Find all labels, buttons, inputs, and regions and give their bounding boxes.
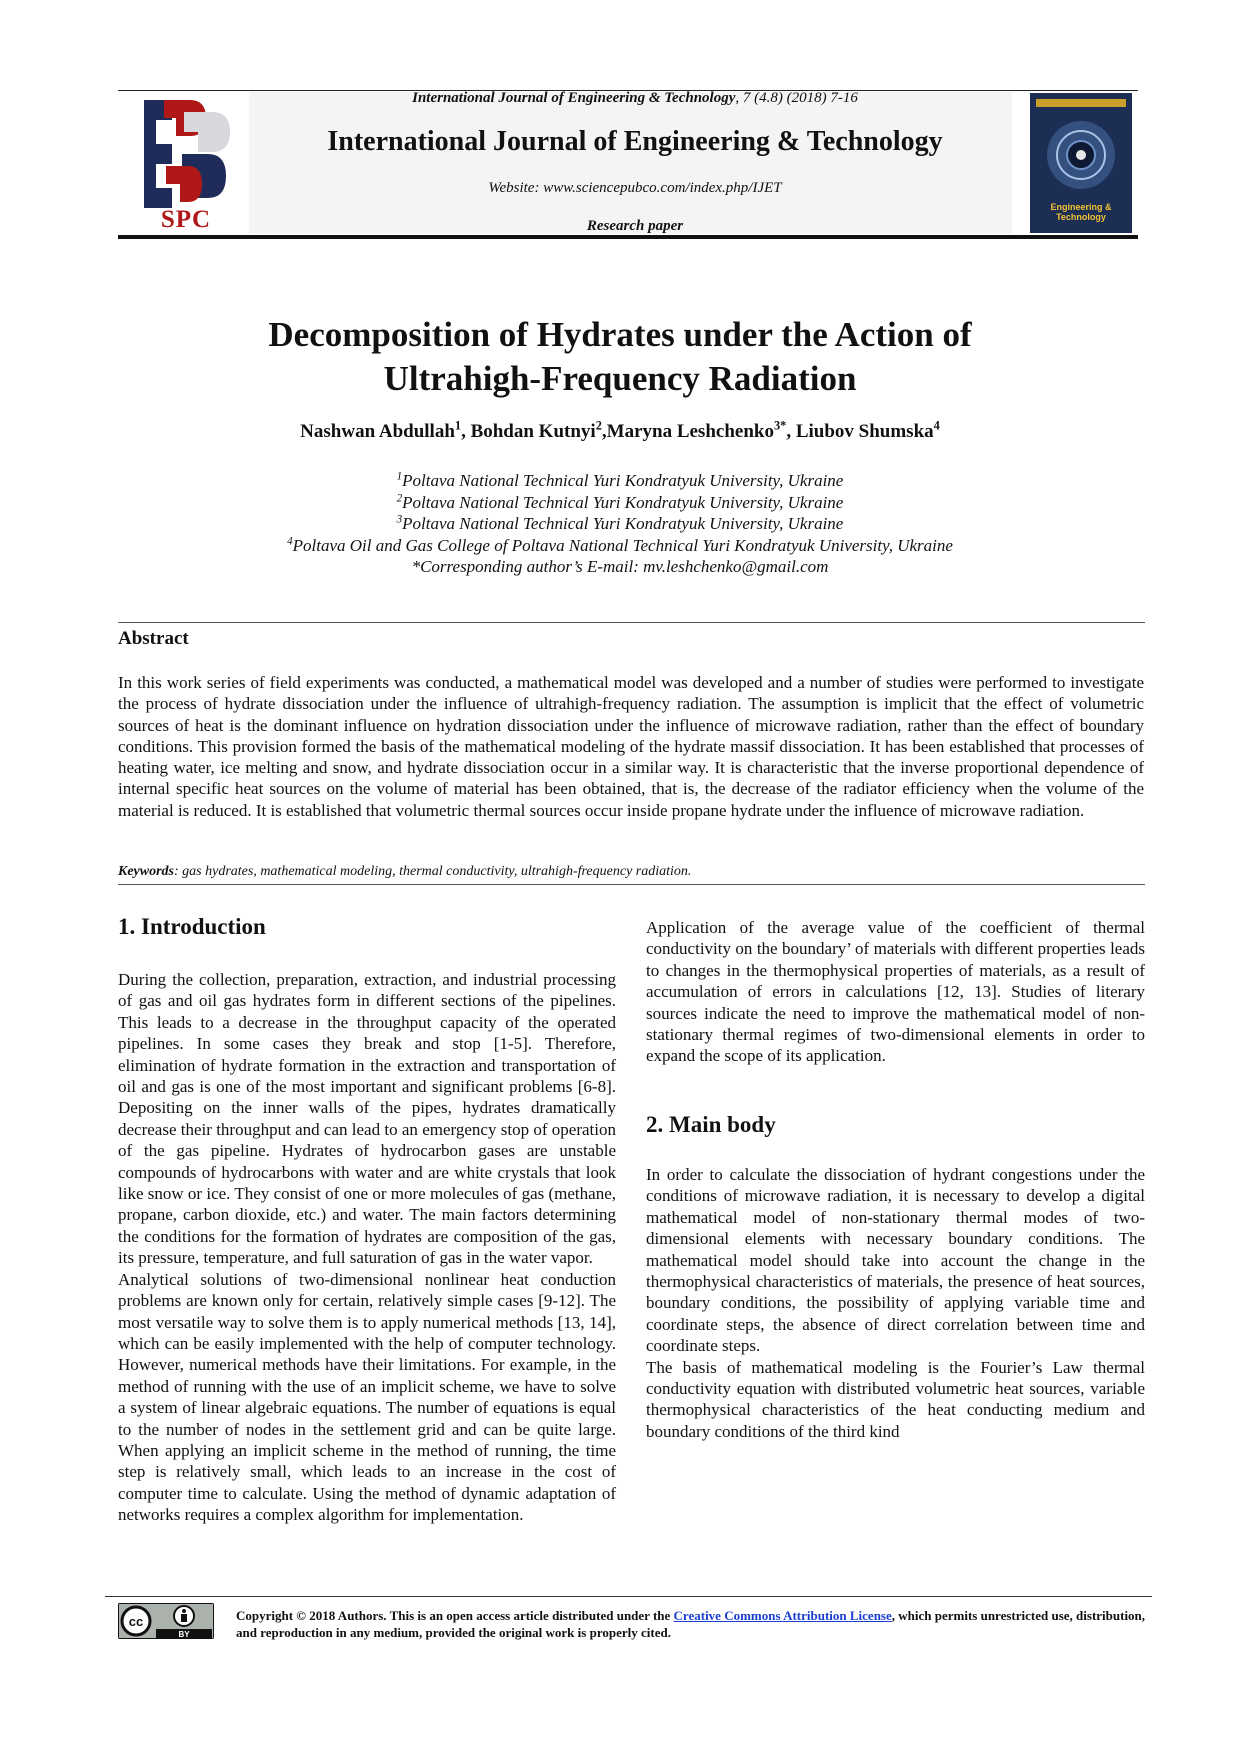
section-heading-introduction: 1. Introduction <box>118 914 266 939</box>
logo-right-lobe <box>184 112 230 152</box>
abstract-text: In this work series of field experiments was conducted, a mathematical model was developed and a number of studies were performed to investigate the process of hydrate dissociation under the influence of ultrahigh-frequency radiation. The assumption is implicit that the effect of volumetric sources of heat is the dominant influence on hydration dissociation under the influence of microwave radiation, rather than the effect of boundary conditions. This provision formed the basis of the mathematical modeling of the hydrate massif dissociation. It has been established that processes of heating water, ice melting and snow, and hydrate dissociation occur in a similar way. It is characteristic that the inverse proportional dependence of internal specific heat sources on the volume of material has been obtained, that is, the decrease of the radiator efficiency when the volume of the material is reduced. It is established that volumetric thermal sources occur inside propane hydrate under the influence of microwave radiation. <box>118 673 1144 820</box>
title-line-2: Ultrahigh-Frequency Radiation <box>383 359 857 398</box>
corresponding-author[interactable]: *Corresponding author’s E-mail: mv.leshchenko@gmail.com <box>411 557 829 576</box>
keywords-list: : gas hydrates, mathematical modeling, thermal conductivity, ultrahigh-frequency radiation. <box>174 864 692 879</box>
license-link[interactable]: Creative Commons Attribution License <box>673 1608 892 1623</box>
footer-rule <box>105 1596 1152 1597</box>
author-name: Liubov Shumska <box>795 421 934 442</box>
affiliation-item: $^4$Poltava Oil and Gas College of Poltava National Technical Yuri Kondratyuk University, Ukraine <box>287 534 953 555</box>
paragraph: Application of the average value of the coefficient of thermal conductivity on the boundary’ of materials with different properties leads to changes in the thermophysical properties of materials, as a result of accumulation of errors in calculations [12, 13]. Studies of literary sources indicate the need to improve the mathematical model of non-stationary thermal regimes of two-dimensional elements in order to expand the scope of its application. <box>646 918 1145 1066</box>
svg-text:cc: cc <box>128 1614 144 1629</box>
paper-type: Research paper <box>586 218 684 234</box>
affiliation-item: $^3$Poltava National Technical Yuri Kondratyuk University, Ukraine <box>396 513 844 533</box>
section-heading-main-body: 2. Main body <box>646 1112 776 1137</box>
author-name: Maryna Leshchenko <box>606 421 774 442</box>
journal-header-panel <box>249 92 1012 234</box>
affiliation-item: $^1$Poltava National Technical Yuri Kondratyuk University, Ukraine <box>396 470 844 490</box>
paragraph: Analytical solutions of two-dimensional nonlinear heat conduction problems are known only for certain, relatively simple cases [9-12]. The most versatile way to solve them is to apply numerical methods [13, 14], which can be easily implemented with the help of computer technology. However, numerical methods have their limitations. For example, in the method of running with the use of an implicit scheme, we have to solve a system of linear algebraic equations. The number of equations is equal to the number of nodes in the settlement grid and can be quite large. When applying an implicit scheme in the method of running, the time step is relatively small, which leads to an increase in the cost of computer time to calculate. Using the method of dynamic adaptation of networks requires a complex algorithm for implementation. <box>118 1269 616 1525</box>
journal-title: International Journal of Engineering & Technology <box>327 126 943 157</box>
journal-citation: International Journal of Engineering & Technology, 7 (4.8) (2018) 7-16 <box>412 90 858 106</box>
svg-text:BY: BY <box>178 1630 190 1639</box>
keywords <box>118 864 1144 880</box>
right-column-intro-text <box>646 917 1145 1067</box>
author-name: Bohdan Kutnyi <box>470 421 596 442</box>
journal-website[interactable]: Website: www.sciencepubco.com/index.php/IJET <box>488 180 782 196</box>
paper-title <box>120 313 1120 401</box>
logo-text: SPC <box>160 206 212 233</box>
copyright-notice: Copyright © 2018 Authors. This is an open access article distributed under the Creative Commons Attribution License, which permits unrestricted use, distribution, and reproduction in any medium, provided the original work is properly cited. <box>236 1608 1146 1640</box>
affiliation-item: $^2$Poltava National Technical Yuri Kondratyuk University, Ukraine <box>396 491 844 512</box>
author-list: Nashwan Abdullah$^1$, Bohdan Kutnyi$^2$,Maryna Leshchenko$^{3*}$, Liubov Shumska$^4$ <box>300 418 940 442</box>
cover-title: Engineering & Technology <box>1050 202 1112 222</box>
author-name: Nashwan Abdullah <box>300 421 455 442</box>
abstract-top-rule <box>118 622 1145 623</box>
header-bottom-rule <box>118 235 1138 239</box>
left-column-text <box>118 969 616 1526</box>
cc-by-license-icon[interactable] <box>118 1603 214 1639</box>
keywords-label: Keywords <box>118 864 174 879</box>
paragraph: During the collection, preparation, extraction, and industrial processing of gas and oil gas hydrates form in different sections of the pipelines. This leads to a decrease in the throughput capacity of the operated pipelines. In some cases they break and stop [1-5]. Therefore, elimination of hydrate formation in the extraction and transportation of oil and gas is one of the most important and significant problems [6-8]. Depositing on the inner walls of the pipes, hydrates dramatically decrease their throughput and can lead to an emergency stop of operation of the gas pipeline. Hydrates of hydrocarbon gases are unstable compounds of hydrocarbons with water and are white crystals that look like snow or ice. They consist of one or more molecules of gas (methane, propane, carbon dioxide, etc.) and water. The main factors determining the conditions for the formation of hydrates are composition of the gas, its pressure, temperature, and full saturation of gas in the water vapor. <box>118 970 616 1268</box>
title-line-1: Decomposition of Hydrates under the Action of <box>268 315 972 354</box>
abstract-heading: Abstract <box>118 628 189 649</box>
right-column-main-text <box>646 1164 1145 1442</box>
affiliations <box>120 470 1120 578</box>
paragraph: The basis of mathematical modeling is the Fourier’s Law thermal conductivity equation with distributed volumetric heat sources, variable thermophysical characteristics of the heat conducting medium and boundary conditions of the third kind <box>646 1357 1145 1441</box>
paragraph: In order to calculate the dissociation of hydrant congestions under the conditions of microwave radiation, it is necessary to develop a digital mathematical model of non-stationary thermal modes of two-dimensional elements with necessary boundary conditions. The mathematical model should take into account the change in the thermophysical characteristics of materials, the presence of heat sources, boundary conditions, the possibility of applying variable time and coordinate steps, the absence of direct correlation between time and coordinate steps. <box>646 1165 1145 1356</box>
abstract-bottom-rule <box>118 884 1145 885</box>
